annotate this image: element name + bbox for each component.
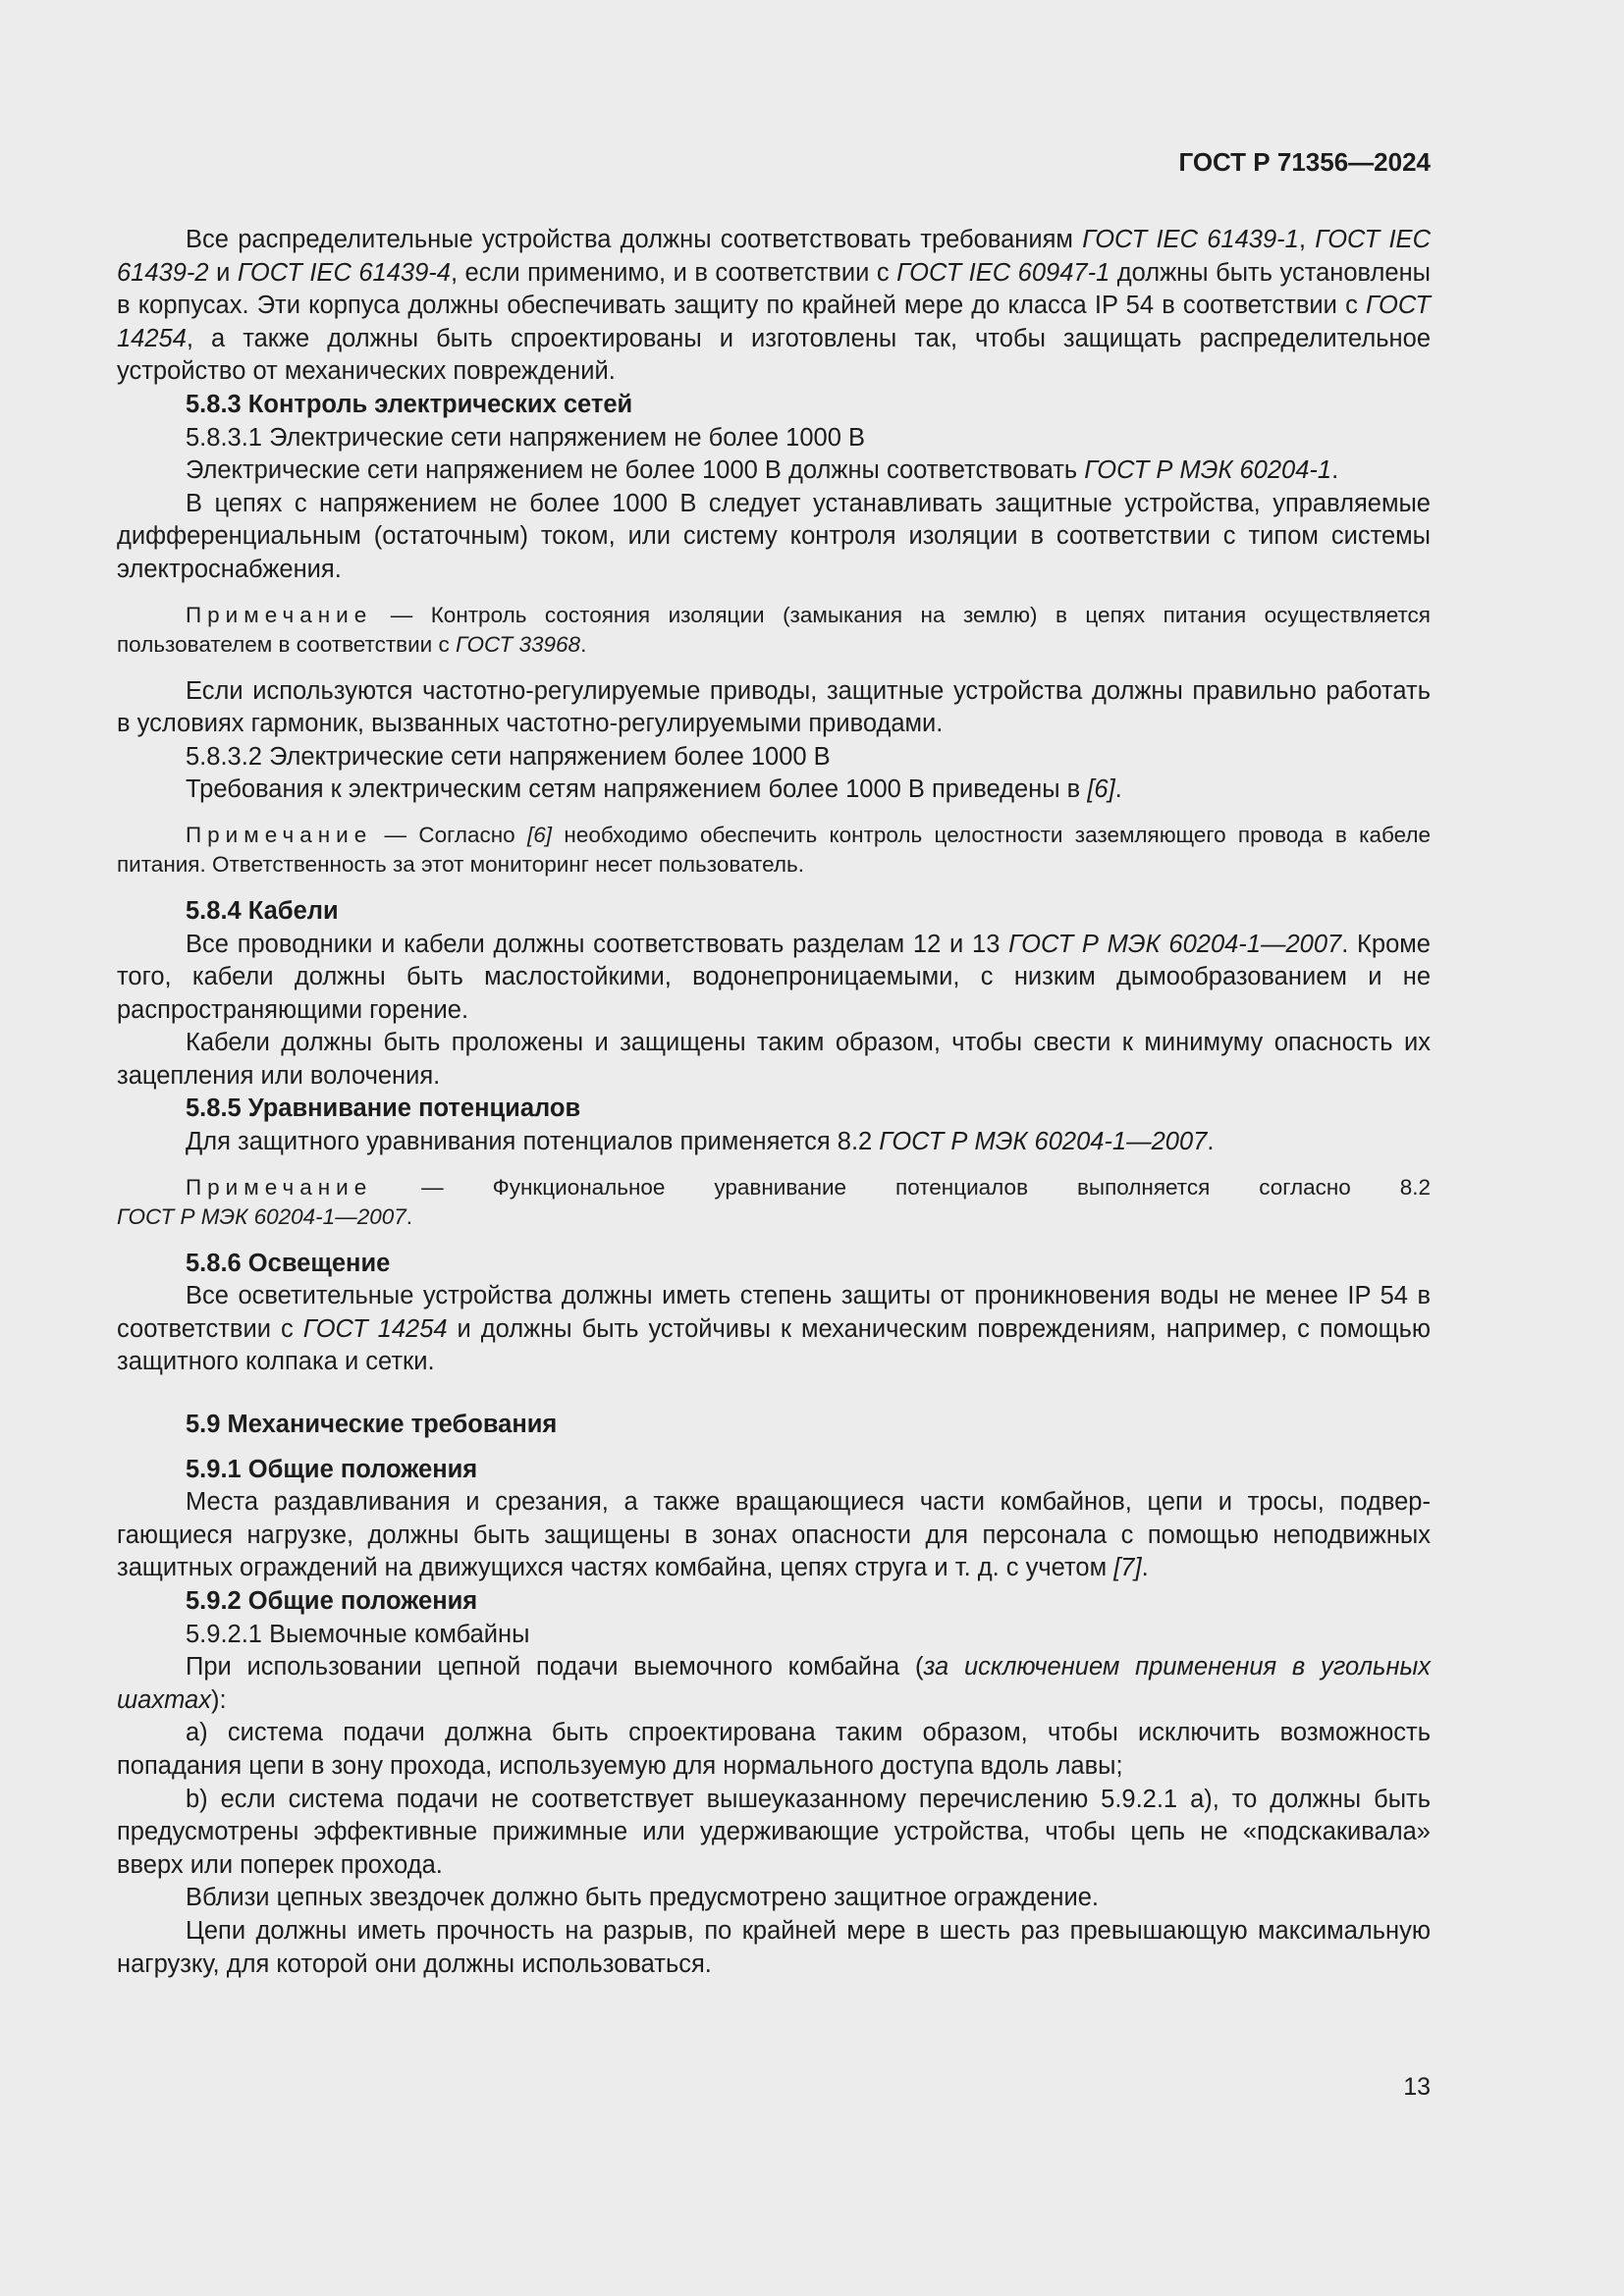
text: ,	[1298, 226, 1316, 253]
text: Требования к электрическим сетям напряжением более 1000 В приведены в	[186, 775, 1088, 804]
standard-ref: ГОСТ Р МЭК 60204-1—2007	[1008, 930, 1342, 958]
document-code-header: ГОСТ Р 71356—2024	[1178, 147, 1431, 177]
text: .	[1207, 1128, 1215, 1156]
paragraph	[117, 1651, 1431, 1717]
standard-ref: ГОСТ 33968	[456, 631, 581, 657]
note	[117, 601, 1431, 660]
paragraph	[117, 1280, 1431, 1379]
standard-ref: ГОСТ Р МЭК 60204-1	[1084, 456, 1332, 485]
text: ):	[211, 1685, 227, 1714]
standard-ref: ГОСТ Р МЭК 60204-1—2007	[117, 1203, 406, 1229]
section-heading-5-8-6: 5.8.6 Освещение	[186, 1249, 391, 1277]
text: , если применимо, и в соответствии с	[450, 258, 897, 287]
standard-ref: ГОСТ IEC 60947-1	[896, 258, 1110, 287]
subsection-title-5-8-3-1: 5.8.3.1 Электрические сети напряжением не более 1000 В	[186, 423, 865, 452]
paragraph: Цепи должны иметь прочность на разрыв, по крайней мере в шесть раз превышающую максимальную нагрузку, для которой они должны использоваться.	[117, 1916, 1431, 1978]
text: — Контроль состояния изоляции (замыкания на землю) в цепях питания осуществляется пользователем в соответствии с	[117, 602, 1431, 657]
standard-ref: ГОСТ 14254	[117, 292, 1431, 352]
text: — Согласно	[372, 822, 528, 847]
text: — Функциональное уравнивание потенциалов выполняется согласно 8.2	[372, 1174, 1431, 1200]
text: Места раздавливания и срезания, а также вращающиеся части комбайнов, цепи и тросы, подвергающиеся нагрузке, должны быть защищены в зонах опасности для персонала с помощью неподвижных защитных ограждений на движущихся частях комбайна, цепях струга и т. д. с учетом	[117, 1488, 1431, 1582]
note	[117, 821, 1431, 880]
text: .	[406, 1203, 413, 1229]
note-label: Примечание	[186, 602, 373, 627]
section-heading-5-9-2: 5.9.2 Общие положения	[186, 1587, 478, 1615]
text: .	[1114, 775, 1122, 804]
page-number: 13	[1403, 2073, 1431, 2101]
paragraph: Вблизи цепных звездочек должно быть предусмотрено защитное ограждение.	[186, 1884, 1099, 1912]
paragraph-switchgear	[117, 224, 1431, 389]
paragraph	[117, 929, 1431, 1028]
text: Все проводники и кабели должны соответствовать разделам 12 и 13	[186, 930, 1009, 958]
bibliography-ref: [6]	[1087, 775, 1115, 804]
section-heading-5-8-4: 5.8.4 Кабели	[186, 896, 339, 925]
text: .	[1331, 456, 1339, 485]
paragraph: Кабели должны быть проложены и защищены таким образом, чтобы свести к минимуму опасность их зацепления или волочения.	[117, 1029, 1431, 1090]
standard-ref: ГОСТ Р МЭК 60204-1—2007	[879, 1128, 1208, 1156]
text: .	[1141, 1554, 1149, 1582]
section-heading-5-8-3: 5.8.3 Контроль электрических сетей	[186, 390, 633, 418]
subsection-title-5-8-3-2: 5.8.3.2 Электрические сети напряжением более 1000 В	[186, 742, 831, 771]
standard-ref: ГОСТ IEC 61439-4	[237, 258, 451, 287]
text: необходимо обеспечить контроль целостности заземляющего провода в кабеле питания. Ответственность за этот мониторинг несет пользователь.	[117, 822, 1432, 877]
list-item-a: a) система подачи должна быть спроектирована таким образом, чтобы исключить возможность попадания цепи в зону прохода, используемую для нормального доступа вдоль лавы;	[117, 1719, 1431, 1780]
bibliography-ref: [6]	[527, 822, 553, 847]
note-line	[117, 1173, 1431, 1202]
text: . Кроме того, кабели должны быть маслостойкими, водонепроницаемыми, с низким дымообразованием и не распространяющими горение.	[117, 930, 1431, 1024]
italic-text: за исключением применения в угольных шахтах	[117, 1653, 1431, 1714]
paragraph	[117, 774, 1431, 807]
standard-ref: ГОСТ IEC 61439-2	[117, 226, 1431, 287]
bibliography-ref: [7]	[1113, 1554, 1142, 1582]
paragraph	[117, 1126, 1431, 1159]
paragraph	[117, 454, 1431, 488]
note-label: Примечание	[186, 1174, 373, 1200]
text: .	[580, 631, 587, 657]
subsection-title-5-9-2-1: 5.9.2.1 Выемочные комбайны	[186, 1620, 530, 1648]
text: При использовании цепной подачи выемочного комбайна (	[186, 1653, 924, 1682]
text: , а также должны быть спроектированы и изготовлены так, чтобы защищать распределительное устройство от механических повреждений.	[117, 324, 1431, 386]
list-item-b: b) если система подачи не соответствует вышеуказанному перечислению 5.9.2.1 a), то должны быть предусмотрены эффективные прижимные или удерживающие устройства, чтобы цепь не «подскакивала» вверх или поперек прохода.	[117, 1785, 1431, 1879]
standard-ref: ГОСТ 14254	[302, 1314, 448, 1343]
note-line	[117, 1202, 1431, 1232]
section-heading-5-9: 5.9 Механические требования	[186, 1411, 558, 1439]
note	[117, 1173, 1431, 1232]
text: и	[208, 258, 238, 287]
paragraph: Если используются частотно-регулируемые приводы, защитные устройства должны правильно работать в условиях гармоник, вызванных частотно-регулируемыми приводами.	[117, 676, 1431, 738]
document-body	[117, 224, 1431, 1981]
section-heading-5-8-5: 5.8.5 Уравнивание потенциалов	[186, 1095, 581, 1123]
standard-ref: ГОСТ IEC 61439-1	[1082, 226, 1299, 253]
note-label: Примечание	[186, 822, 373, 847]
text: Электрические сети напряжением не более 1000 В должны соответствовать	[186, 456, 1085, 485]
text: Все распределительные устройства должны соответствовать требованиям	[186, 226, 1083, 253]
paragraph: В цепях с напряжением не более 1000 В следует устанавливать защитные устройства, управляемые дифференциальным (остаточным) током, или систему контроля изоляции в соответствии с типом системы электроснабжения.	[117, 489, 1431, 583]
text: Все осветительные устройства должны иметь степень защиты от проникновения воды не менее IP 54 в соответствии с	[117, 1282, 1431, 1343]
text: и должны быть устойчивы к механическим повреждениям, например, с помощью защитного колпака и сетки.	[117, 1314, 1431, 1376]
text: Для защитного уравнивания потенциалов применяется 8.2	[186, 1128, 880, 1156]
text: должны быть установлены в корпусах. Эти корпуса должны обеспечивать защиту по крайней мере до класса IP 54 в соответствии с	[117, 258, 1431, 320]
paragraph	[117, 1486, 1431, 1585]
section-heading-5-9-1: 5.9.1 Общие положения	[186, 1455, 478, 1483]
